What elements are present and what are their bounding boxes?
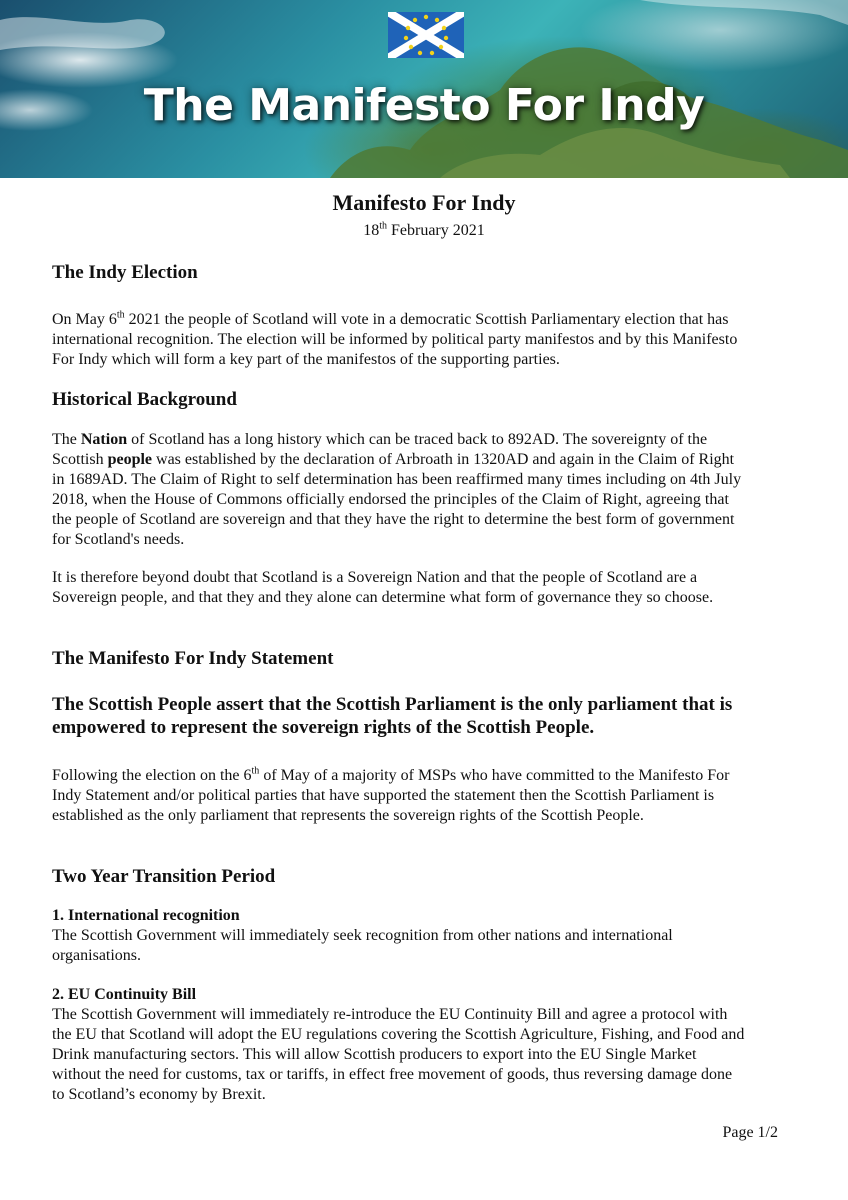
item-eu-continuity-title: 2. EU Continuity Bill <box>52 986 197 1003</box>
paragraph-statement: Following the election on the 6th of May of a majority of MSPs who have committed to the Manifesto For Indy Statement and/or political parties that have supported the statement then the Scottish Parliament is established as the only parliament that represents the sovereign rights of the Scottish People. <box>52 765 730 824</box>
heading-historical-background: Historical Background <box>52 389 237 410</box>
header-banner <box>0 0 848 178</box>
statement-assertion: The Scottish People assert that the Scottish Parliament is the only parliament that is empowered to represent the sovereign rights of the Scottish People. <box>52 694 733 738</box>
paragraph-historical-background: The Nation of Scotland has a long history which can be traced back to 892AD. The sovereignty of the Scottish people was established by the declaration of Arbroath in 1320AD and again in the Claim of Right in 1689AD. The Claim of Right to self determination has been reaffirmed many times including on 4th July 2018, when the House of Commons officially endorsed the principles of the Claim of Right, agreeing that the people of Scotland are sovereign and that they have the right to determine the best form of government for Scotland's needs. <box>52 431 742 548</box>
item-eu-continuity-text: The Scottish Government will immediately re-introduce the EU Continuity Bill and agree a protocol with the EU that Scotland will adopt the EU regulations covering the Scottish Agriculture, Fishing, and Food and Drink manufacturing sectors. This will allow Scottish producers to export into the EU Single Market without the need for customs, tax or tariffs, in effect free movement of goods, thus reversing damage done to Scotland’s economy by Brexit. <box>52 1006 745 1103</box>
heading-manifesto-statement: The Manifesto For Indy Statement <box>52 648 334 669</box>
document-title: Manifesto For Indy <box>332 190 516 215</box>
heading-transition-period: Two Year Transition Period <box>52 866 276 887</box>
banner-title: The Manifesto For Indy <box>143 80 705 131</box>
page-number: Page 1/2 <box>722 1124 778 1141</box>
saltire-eu-flag-icon <box>388 12 464 58</box>
heading-indy-election: The Indy Election <box>52 262 198 283</box>
paragraph-sovereign-nation: It is therefore beyond doubt that Scotland is a Sovereign Nation and that the people of Scotland are a Sovereign people, and that they and they alone can determine what form of governance they so choose. <box>52 569 714 606</box>
item-international-recognition-title: 1. International recognition <box>52 907 240 924</box>
item-international-recognition-text: The Scottish Government will immediately seek recognition from other nations and international organisations. <box>52 927 673 964</box>
document-date: 18th February 2021 <box>363 220 485 239</box>
paragraph-indy-election: On May 6th 2021 the people of Scotland will vote in a democratic Scottish Parliamentary election that has international recognition. The election will be informed by political party manifestos and by this Manifesto For Indy which will form a key part of the manifestos of the supporting parties. <box>52 309 738 368</box>
